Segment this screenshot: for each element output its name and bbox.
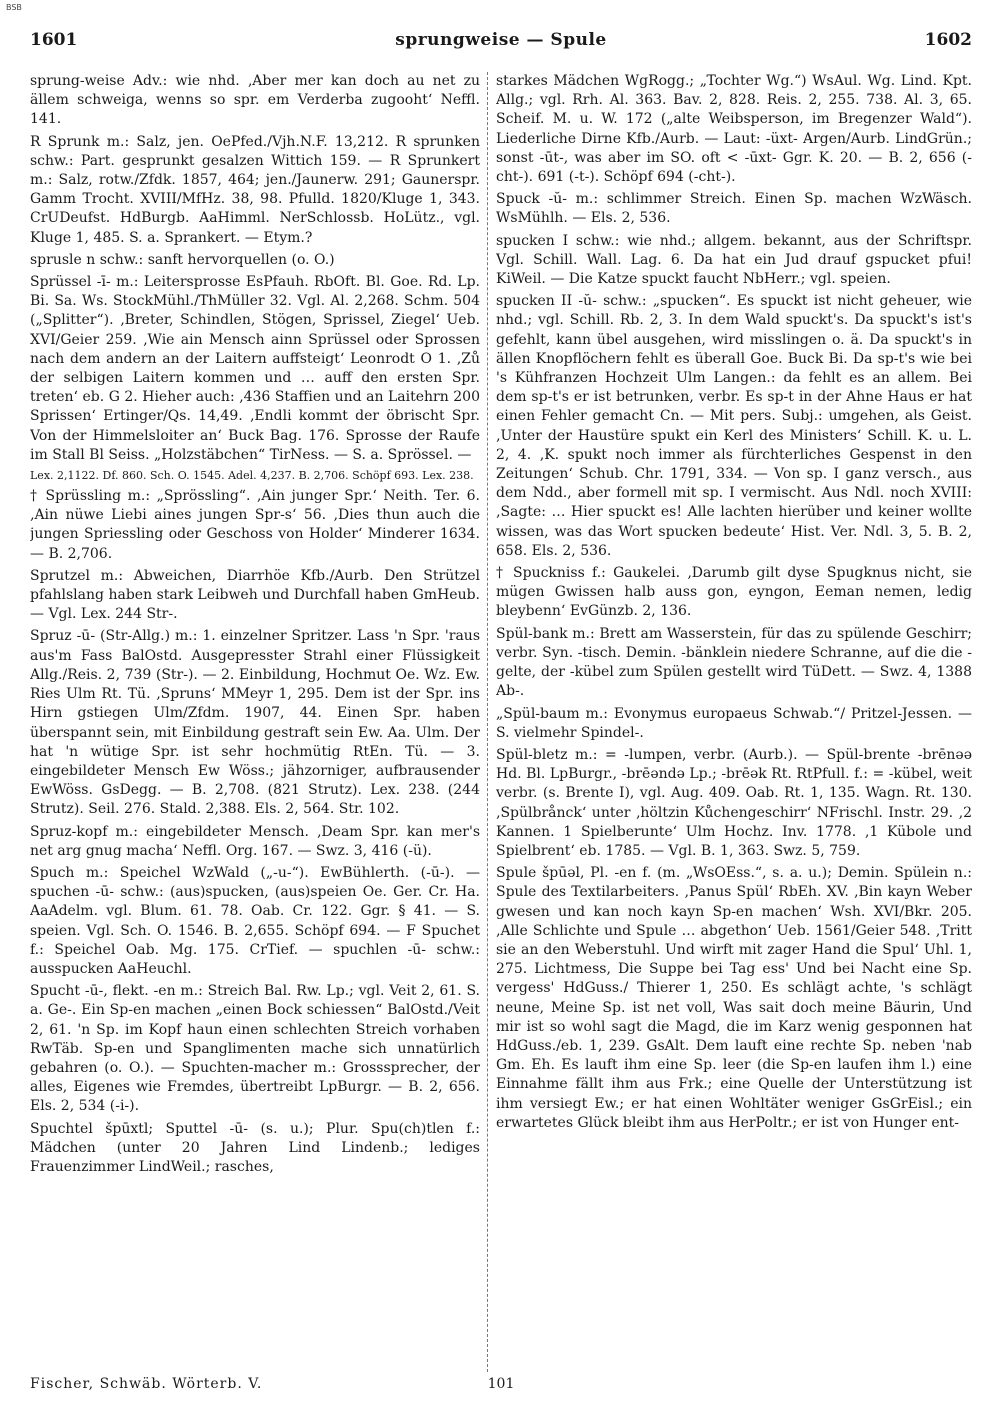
left-column [30, 72, 480, 1377]
left-page-number: 1601 [30, 30, 78, 50]
entry-spuch: Spuch m.: Speichel WzWald („-u-“). EwBühlerth. (-ū-). — spuchen -ū- schw.: (aus)spucken, (aus)speien Oe. Ger. Cr. Ha. AaAdelm. vgl. Blum. 61. 78. Oab. Cr. 122. Ggr. § 41. — S. speien. Vgl. Sch. O. 1546. B. 2,655. Schöpf 694. — F Spuchet f.: Speichel Oab. Mg. 175. CrTief. — spuchlen -ū- schw.: ausspucken AaHeuchl. [30, 864, 480, 977]
entry-reference: Lex. 2,1122. Df. 860. Sch. O. 1545. Adel. 4,237. B. 2,706. Schöpf 693. Lex. 238. [30, 469, 474, 483]
entry-spuel-baum: „Spül-baum m.: Evonymus europaeus Schwab.“/ Pritzel-Jessen. — S. vielmehr Spindel-. [496, 705, 972, 741]
entry-spruessling: † Sprüssling m.: „Sprössling“. ‚Ain junger Spr.‘ Neith. Ter. 6. ‚Ain nüwe Liebi aines jungen Spr-s‘ 56. ‚Dies thun auch die jungen Spriessling oder Geschoss von Holder‘ Minderer 1634. — B. 2,706. [30, 488, 480, 562]
right-column [496, 72, 972, 1377]
entry-spuckniss: † Spuckniss f.: Gaukelei. ‚Darumb gilt dyse Spugknus nicht, sie mügen Gwissen halb auss gon, eyngon, Eeman nemen, ledig bleybenn‘ EvGünzb. 2, 136. [496, 565, 972, 620]
entry-sprunk: R Sprunk m.: Salz, jen. OePfed./Vjh.N.F. 13,212. R sprunken schw.: Part. gesprunkt gesalzen Wittich 159. — R Sprunkert m.: Salz, rotw./Zfdk. 1857, 464; jen./Jaunerw. 291; Gaunerspr. Gamm Trocht. XVIII/MfHz. 38, 98. Pfulld. 1820/Kluge 1, 343. CrUDeufst. HdBurgb. AaHimml. NerSchlossb. HoLütz., vgl. Kluge 1, 485. S. a. Sprankert. — Etym.? [30, 133, 480, 246]
entry-spuel-bank: Spül-bank m.: Brett am Wasserstein, für das zu spülende Geschirr; verbr. Syn. -tisch. Demin. -bänklein niedere Schranne, auf die die -gelte, der -kübel zum Spülen gestellt wird TüDett. — Swz. 4, 1388 Ab-. [496, 625, 972, 700]
running-title: sprungweise — Spule [395, 30, 607, 50]
entry-sprutzel: Sprutzel m.: Abweichen, Diarrhöe Kfb./Aurb. Den Strützel pfahlslang haben stark Leibweh und Durchfall haben GmHeub. — Vgl. Lex. 244 Str-. [30, 567, 480, 623]
entry-spucken-ii: spucken II -ŭ- schw.: „spucken“. Es spuckt ist nicht geheuer, wie nhd.; vgl. Schill. Rb. 2, 3. In dem Wald spuckt's. Da spuckt's ist's gefehlt, kann übel ausgehen, wird misslingen o. ä. Da spuckt's in ällen Knopflöchern fehlt es überall Goe. Buck Bi. Da sp-t's wie bei 's Kühfranzen Hochzeit Ulm Langen.: da fehlt es an allem. Bei dem sp-t's er ist betrunken, verbr. Es sp-t in der Ahne Haus er hat einen Fehler gemacht Cn. — Mit pers. Subj.: umgehen, als Geist. ‚Unter der Haustüre spukt ein Kerl des Ministers‘ Schill. K. u. L. 2, 4. ‚K. spukt noch immer als fürchterliches Gespenst in den Zeitungen‘ Schub. Chr. 1791, 334. — Von sp. I ganz versch., aus dem Ndd., aber formell mit sp. I vermischt. Aus Ndl. noch XVIII: ‚Sagte: … Hier spuckt es! Alle lachten hierüber und keiner wollte wissen, was das Wort spucken bedeute‘ Hist. Ver. Ndl. 3, 5. B. 2, 658. Els. 2, 536. [496, 293, 972, 559]
entry-spuck: Spuck -ŭ- m.: schlimmer Streich. Einen Sp. machen WzWäsch. WsMühlh. — Els. 2, 536. [496, 191, 972, 227]
entry-spule: Spule špūəl, Pl. -en f. (m. „WsOEss.“, s. a. u.); Demin. Spülein n.: Spule des Textilarbeiters. ‚Panus Spül‘ RbEh. XV. ‚Bin kayn Weber gwesen und kan noch kayn Sp-en machen‘ Wsh. XVI/Bkr. 205. ‚Alle Schlichte und Spule … abgethon‘ Ueb. 1561/Geier 548. ‚Tritt sie an den Weberstuhl. Und wirft mit zager Hand die Spul‘ Uhl. 1, 275. Lichtmess, Die Suppe bei Tag ess' Und bei Nacht eine Sp. vergess' HdGuss./ Thierer 1, 250. Es schlägt achte, 's schlägt neune, Meine Sp. ist net voll, Was sait doch meine Bäurin, Und mir ist so wohl sagt die Magd, die im Karz wenig gesponnen hat HdGuss./eb. 1, 239. GsAlt. Dem lauft eine rechte Sp. neben 'nab Gm. Eh. Es lauft ihm eine Sp. leer (die Sp-en laufen ihm l.) eine Einnahme fällt ihm aus Frk.; eine Quelle der Unterstützung ist ihm versiegt Ew.; er hat einen Wohltäter weniger GsGrEisl.; ein erwartetes Glück bleibt ihm aus HerPoltr.; er ist von Hunger ent- [496, 865, 972, 1131]
page-header [30, 30, 972, 58]
entry-spuchtel-continued: starkes Mädchen WgRogg.; „Tochter Wg.“) WsAul. Wg. Lind. Kpt. Allg.; vgl. Rrh. Al. 363. Bav. 2, 828. Reis. 2, 255. 738. Al. 3, 65. Scheif. M. u. W. 172 („alte Weibsperson, im Bregenzer Wald“). Liederliche Dirne Kfb./Aurb. — Laut: -üxt- Argen/Aurb. LindGrün.; sonst -ūt-, was aber im SO. oft < -ūxt- Ggr. K. 20. — B. 2, 656 (-cht-). 691 (-t-). Schöpf 694 (-cht-). [496, 73, 972, 186]
column-divider [487, 72, 488, 1372]
entry-spuchtel: Spuchtel špūxtl; Sputtel -ū- (s. u.); Plur. Spu(ch)tlen f.: Mädchen (unter 20 Jahren Lind Lindenb.; lediges Frauenzimmer LindWeil.; rasches, [30, 1120, 480, 1175]
entry-spucht: Spucht -ū-, flekt. -en m.: Streich Bal. Rw. Lp.; vgl. Veit 2, 61. S. a. Ge-. Ein Sp-en machen „einen Bock schiessen“ BalOstd./Veit 2, 61. 'n Sp. im Kopf haun einen schlechten Streich vorhaben RwTäb. Sp-en und Spanglimenten mache sich unnatürlich gebahren (o. O.). — Spuchten-macher m.: Grosssprecher, der alles, Eigenes wie Fremdes, übertreibt LpBurgr. — B. 2, 656. Els. 2, 534 (-i-). [30, 983, 480, 1115]
entry-spuel-bletz: Spül-bletz m.: = -lumpen, verbr. (Aurb.). — Spül-brente -brēnəə Hd. Bl. LpBurgr., -brēəndə Lp.; -brēək Rt. RtPfull. f.: = -kübel, weit verbr. (s. Brente I), vgl. Aug. 409. Oab. Rt. 1, 135. Wagn. Rt. 130. ‚Spülbrånck‘ unter ‚höltzin Kůchengeschirr‘ NFrischl. Instr. 29. ‚2 Kannen. 1 Spielberunte‘ Ulm Hochz. Inv. 1778. ‚1 Kübole und Spielbrent‘ eb. 1785. — Vgl. B. 1, 363. Swz. 5, 759. [496, 746, 972, 859]
entry-spruz-kopf: Spruz-kopf m.: eingebildeter Mensch. ‚Deam Spr. kan mer's net arg gnug macha‘ Neffl. Org. 167. — Swz. 3, 416 (-ü). [30, 823, 480, 859]
entry-spruz: Spruz -ū- (Str-Allg.) m.: 1. einzelner Spritzer. Lass 'n Spr. 'raus aus'm Fass BalOstd. Ausgepresster Strahl einer Flüssigkeit Allg./Reis. 2, 739 (Str-). — 2. Einbildung, Hochmut Oe. Wz. Ew. Ries Ulm Rt. Tü. ‚Spruns‘ MMeyr 1, 295. Dem ist der Spr. ins Hirn gstiegen Ulm/Zfdm. 1907, 44. Einen Spr. haben überspannt sein, mit Einbildung gestraft sein Ew. Aa. Ulm. Der hat 'n wütige Spr. ist sehr hochmütig RtEn. Tü. — 3. eingebildeter Mensch Ew Wöss.; jähzorniger, aufbrausender EwWöss. GsDegg. — B. 2,708. (821 Strutz). Lex. 238. (244 Strutz). Seil. 276. Stald. 2,388. Els. 2, 564. Str. 102. [30, 628, 480, 818]
right-page-number: 1602 [924, 30, 972, 50]
entry-spucken-i: spucken I schw.: wie nhd.; allgem. bekannt, aus der Schriftspr. Vgl. Schill. Wall. Lag. 6. Da hat ein Jud drauf gspucket pfui! KiWeil. — Die Katze spuckt faucht NbHerr.; vgl. speien. [496, 232, 972, 288]
entry-spruessel: Sprüssel -ī- m.: Leitersprosse EsPfauh. RbOft. Bl. Goe. Rd. Lp. Bi. Sa. Ws. StockMühl./ThMüller 32. Vgl. Al. 2,268. Schm. 504 („Splitter“). ‚Breter, Schindlen, Stögen, Sprissel, Ziegel‘ Ueb. XVI/Geier 259. ‚Wie ain Mensch ainn Sprüssel oder Sprossen nach dem andern an der Laitern auffsteigt‘ Leonrodt O 1. ‚Zů der selbigen Laitern kommen und … auff den ersten Spr. treten‘ eb. G 2. Hieher auch: ‚436 Staffien und an Laitehrn 200 Sprissen‘ Ertinger/Qs. 14,49. ‚Endli kommt der öbrischt Spr. Von der Himmelsloiter an‘ Buck Bag. 176. Sprosse der Raufe im Stall Bl Seiss. „Holzstäbchen“ TirNess. — S. a. Sprössel. — [30, 274, 480, 463]
page-footer [30, 1376, 972, 1400]
footer-source: Fischer, Schwäb. Wörterb. V. [30, 1376, 263, 1392]
signature-number: 101 [487, 1376, 515, 1392]
entry-sprungweise: sprung-weise Adv.: wie nhd. ‚Aber mer kan doch au net zu ällem schweiga, wenns so spr. em Verderba zugooht‘ Neffl. 141. [30, 73, 480, 128]
library-mark: BSB [6, 3, 22, 12]
entry-sprusle: sprusle n schw.: sanft hervorquellen (o. O.) [30, 251, 335, 268]
